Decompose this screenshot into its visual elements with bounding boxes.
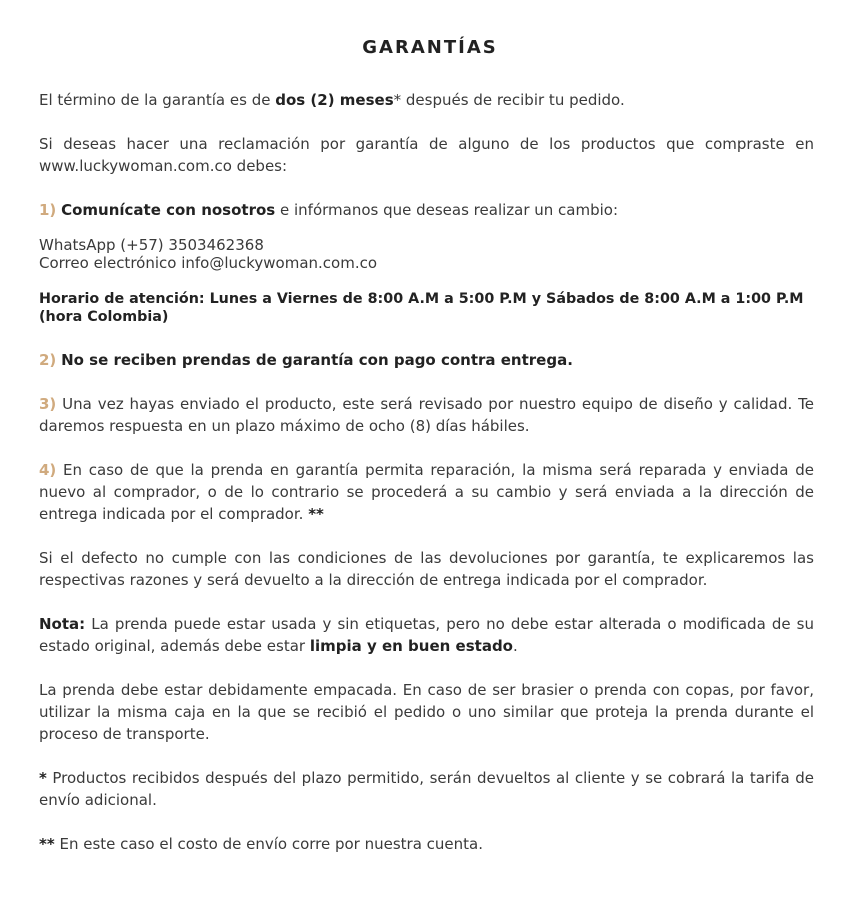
page-title: GARANTÍAS: [362, 37, 498, 58]
footnote-2-text: En este caso el costo de envío corre por nuestra cuenta.: [54, 835, 484, 853]
step-number: 3): [39, 395, 57, 413]
schedule-timezone: (hora Colombia): [39, 309, 169, 325]
term-duration: dos (2) meses: [275, 91, 394, 109]
term-text-end: * después de recibir tu pedido.: [393, 91, 625, 109]
term-text: El término de la garantía es de: [39, 91, 276, 109]
step-3: [39, 393, 814, 437]
email-contact: Correo electrónico info@luckywoman.com.co: [39, 254, 378, 272]
footnote-mark: *: [39, 769, 47, 787]
step-3-text: Una vez hayas enviado el producto, este será revisado por nuestro equipo de diseño y calidad. Te daremos respuesta en un plazo máximo de ocho (8) días hábiles.: [39, 395, 814, 435]
note-label: Nota:: [39, 615, 86, 633]
claim-intro: Si deseas hacer una reclamación por garantía de alguno de los productos que compraste en www.luckywoman.com.co debes:: [39, 135, 814, 175]
step-1: [39, 199, 814, 221]
note-bold: limpia y en buen estado: [309, 637, 513, 655]
step-number: 1): [39, 201, 57, 219]
defect-paragraph: Si el defecto no cumple con las condiciones de las devoluciones por garantía, te explicaremos las respectivas razones y será devuelto a la dirección de entrega indicada por el comprador.: [39, 549, 814, 589]
footnote-1-text: Productos recibidos después del plazo permitido, serán devueltos al cliente y se cobrará la tarifa de envío adicional.: [39, 769, 814, 809]
step-number: 4): [39, 461, 57, 479]
note-text: La prenda puede estar usada y sin etiquetas, pero no debe estar alterada o modificada de su estado original, además debe estar: [39, 615, 814, 655]
note-text-end: .: [512, 637, 518, 655]
step-number: 2): [39, 351, 57, 369]
step-1-bold: Comunícate con nosotros: [61, 201, 276, 219]
schedule-line: Horario de atención: Lunes a Viernes de 8:00 A.M a 5:00 P.M y Sábados de 8:00 A.M a 1:00 P.M: [39, 291, 804, 307]
schedule: [39, 290, 814, 326]
step-2-bold: No se reciben prendas de garantía con pago contra entrega.: [61, 351, 573, 369]
step-1-text: e infórmanos que deseas realizar un cambio:: [275, 201, 619, 219]
packaging-paragraph: La prenda debe estar debidamente empacada. En caso de ser brasier o prenda con copas, por favor, utilizar la misma caja en la que se recibió el pedido o uno similar que proteja la prenda durante el proceso de transporte.: [39, 681, 814, 743]
whatsapp-contact: WhatsApp (+57) 3503462368: [39, 236, 264, 254]
note-paragraph: [39, 613, 814, 657]
warranty-term: [39, 89, 814, 111]
step-4-footnote-mark: **: [308, 505, 324, 523]
step-4-text: En caso de que la prenda en garantía permita reparación, la misma será reparada y enviada de nuevo al comprador, o de lo contrario se procederá a su cambio y será enviada a la dirección de entrega indicada por el comprador.: [39, 461, 814, 523]
footnote-1: [39, 767, 814, 811]
footnote-2: [39, 833, 814, 855]
step-4: [39, 459, 814, 525]
step-2: [39, 349, 814, 371]
footnote-mark: **: [39, 835, 55, 853]
contact-info: [39, 236, 814, 272]
